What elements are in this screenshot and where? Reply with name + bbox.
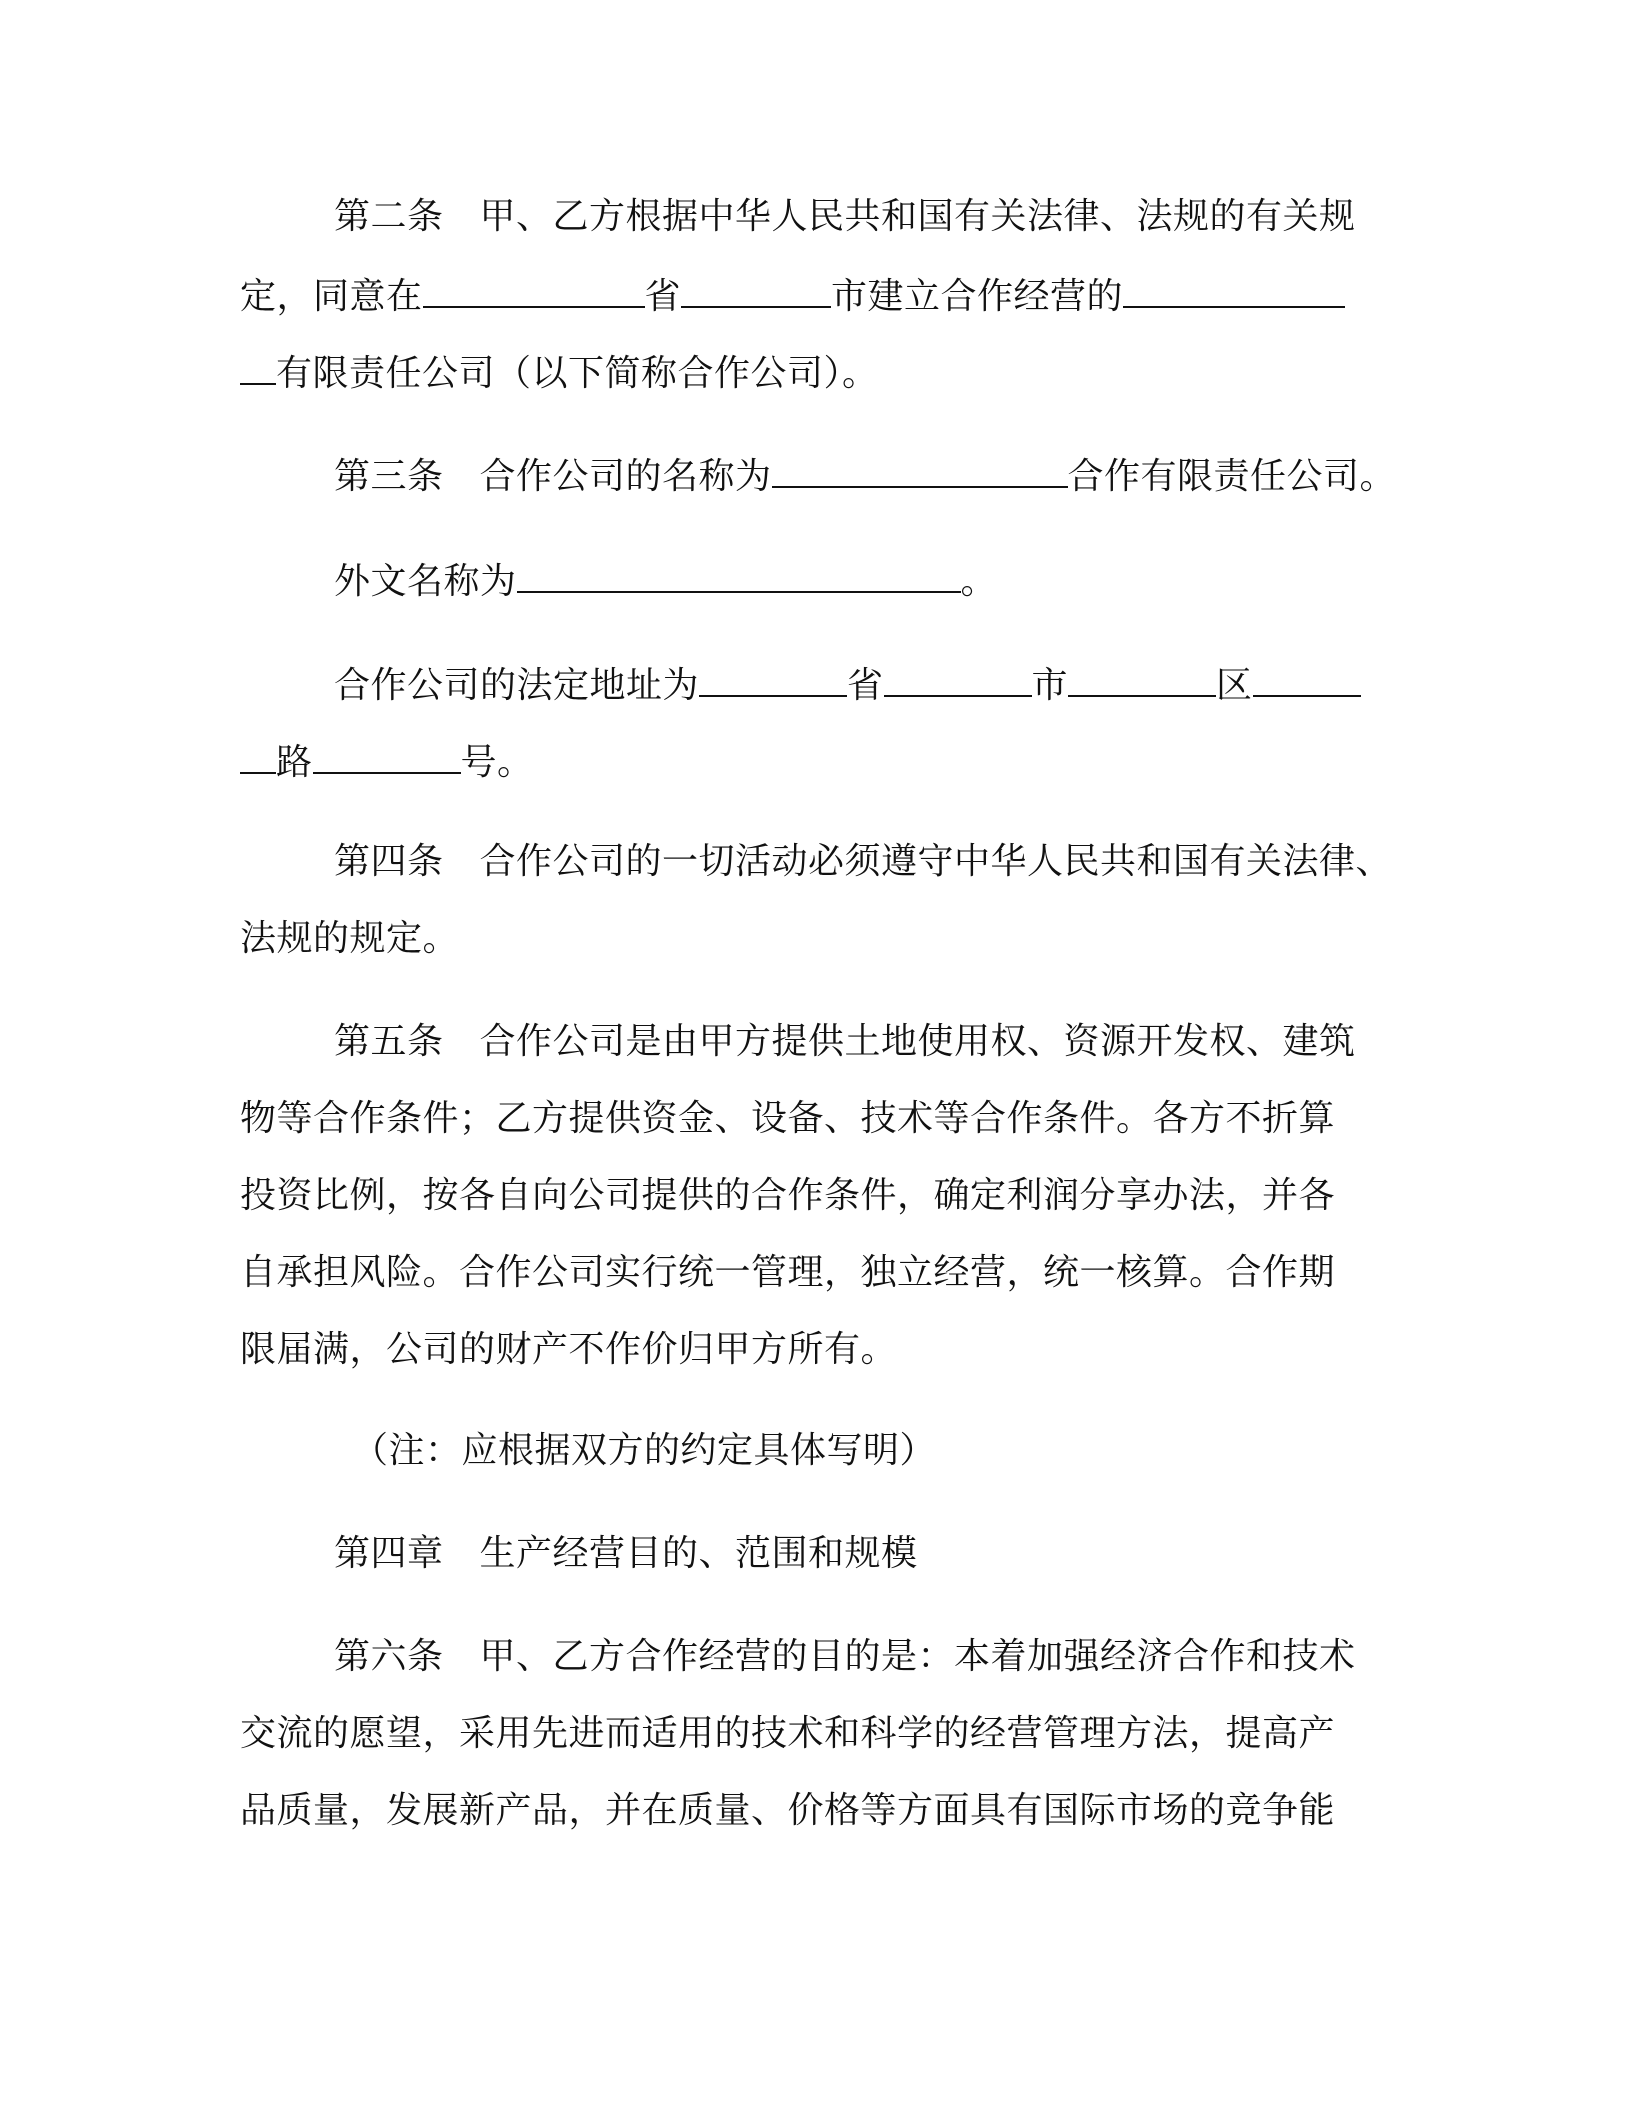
paragraph-text: 甲、乙方合作经营的目的是：本着加强经济合作和技术 xyxy=(479,1636,1356,1677)
article-3-line-1 xyxy=(334,450,1396,501)
article-3-foreign-name xyxy=(334,555,997,606)
paragraph-text: 省 xyxy=(644,276,682,317)
article-5-line-5 xyxy=(240,1326,897,1374)
paragraph-text: 交流的愿望，采用先进而适用的技术和科学的经营管理方法，提高产 xyxy=(240,1713,1336,1754)
paragraph-text: 物等合作条件；乙方提供资金、设备、技术等合作条件。各方不折算 xyxy=(240,1098,1336,1139)
chapter-4-heading xyxy=(334,1530,918,1578)
blank-foreign-name[interactable] xyxy=(517,555,961,593)
paragraph-text: 品质量，发展新产品，并在质量、价格等方面具有国际市场的竞争能 xyxy=(240,1790,1336,1831)
note-line xyxy=(352,1427,936,1475)
article-2-line-2 xyxy=(240,270,1345,321)
article-3-address-line-1 xyxy=(334,659,1361,710)
paragraph-text: 省 xyxy=(847,665,884,706)
paragraph-text: 定，同意在 xyxy=(240,276,423,317)
article-6-line-3 xyxy=(240,1787,1335,1835)
chapter-number: 第四章 xyxy=(334,1533,444,1574)
blank-address-number[interactable] xyxy=(313,736,461,774)
blank-company-type[interactable] xyxy=(1123,270,1345,308)
paragraph-text: 市建立合作经营的 xyxy=(831,276,1124,317)
article-number: 第五条 xyxy=(334,1021,444,1062)
paragraph-text: 合作公司的一切活动必须遵守中华人民共和国有关法律、 xyxy=(479,841,1393,882)
paragraph-text: 区 xyxy=(1216,665,1253,706)
article-4-line-2 xyxy=(240,915,459,963)
blank-address-road-cont[interactable] xyxy=(240,736,276,774)
blank-city[interactable] xyxy=(681,270,831,308)
paragraph-text: 自承担风险。合作公司实行统一管理，独立经营，统一核算。合作期 xyxy=(240,1252,1336,1293)
paragraph-text: 合作公司的法定地址为 xyxy=(334,665,700,706)
blank-company-type-cont[interactable] xyxy=(240,347,276,385)
article-3-address-line-2 xyxy=(240,736,534,787)
blank-address-district[interactable] xyxy=(1068,659,1216,697)
article-2-line-1 xyxy=(334,193,1356,241)
paragraph-text: 路 xyxy=(276,742,313,783)
paragraph-text: 合作公司是由甲方提供土地使用权、资源开发权、建筑 xyxy=(479,1021,1356,1062)
note-text: （注：应根据双方的约定具体写明） xyxy=(352,1430,937,1471)
article-5-line-4 xyxy=(240,1249,1335,1297)
article-2-line-3 xyxy=(240,347,879,398)
article-number: 第六条 xyxy=(334,1636,444,1677)
paragraph-text: 市 xyxy=(1031,665,1069,706)
paragraph-text: 限届满，公司的财产不作价归甲方所有。 xyxy=(240,1329,898,1370)
article-number: 第四条 xyxy=(334,841,444,882)
paragraph-text: 合作有限责任公司。 xyxy=(1067,456,1397,497)
paragraph-text: 投资比例，按各自向公司提供的合作条件，确定利润分享办法，并各 xyxy=(240,1175,1336,1216)
article-6-line-1 xyxy=(334,1633,1356,1681)
article-5-line-2 xyxy=(240,1095,1335,1143)
blank-province[interactable] xyxy=(423,270,645,308)
chapter-title: 生产经营目的、范围和规模 xyxy=(479,1533,918,1574)
article-5-line-3 xyxy=(240,1172,1335,1220)
article-4-line-1 xyxy=(334,838,1392,886)
article-5-line-1 xyxy=(334,1018,1356,1066)
article-number: 第三条 xyxy=(334,456,444,497)
article-number: 第二条 xyxy=(334,196,444,237)
paragraph-text: 甲、乙方根据中华人民共和国有关法律、法规的有关规 xyxy=(479,196,1356,237)
blank-company-name[interactable] xyxy=(772,450,1068,488)
paragraph-text: 法规的规定。 xyxy=(240,918,460,959)
blank-address-road[interactable] xyxy=(1253,659,1361,697)
paragraph-text: 合作公司的名称为 xyxy=(479,456,772,497)
blank-address-province[interactable] xyxy=(699,659,847,697)
article-6-line-2 xyxy=(240,1710,1335,1758)
blank-address-city[interactable] xyxy=(884,659,1032,697)
paragraph-text: 外文名称为 xyxy=(334,561,517,602)
paragraph-text: 号。 xyxy=(460,742,534,783)
paragraph-text: 。 xyxy=(960,561,998,602)
paragraph-text: 有限责任公司（以下简称合作公司）。 xyxy=(276,353,879,394)
